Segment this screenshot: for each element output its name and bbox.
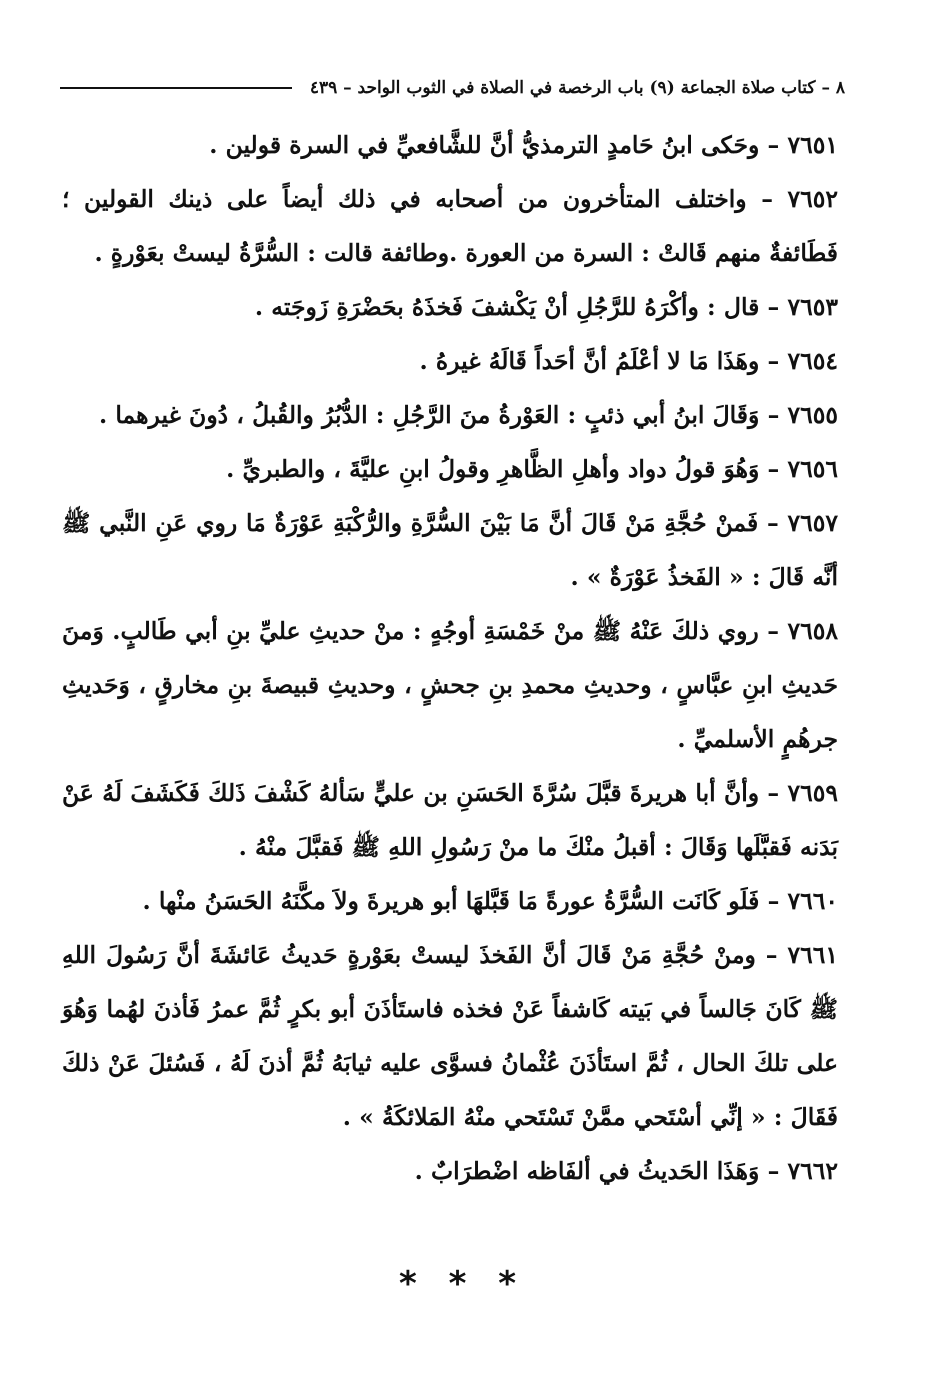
paragraph-7660: ٧٦٦٠ – فَلَو كَانَت السُّرَّةُ عورةً مَا قَبَّلهَا أبو هريرةَ ولاَ مكَّنَهُ الحَسَنُ منْها . [142,887,838,915]
paragraph-7651: ٧٦٥١ – وحَكى ابنُ حَامدٍ الترمذيُّ أنَّ للشَّافعيِّ في السرة قولين . [209,131,838,159]
paragraph-7654: ٧٦٥٤ – وهَذَا مَا لا أعْلَمُ أنَّ أحَداً قَالَهُ غيرهُ . [419,347,838,375]
paragraph-7661: ٧٦٦١ – ومنْ حُجَّةِ مَنْ قَالَ أنَّ الفَخذَ ليستْ بعَوْرةٍ حَديثُ عَائشَةَ أنَّ رَسُولَ اللهِ ﷺ كَانَ جَالساً في بَيته كَاشفاً عَنْ فخذه فاستَأذَنَ أبو بكرٍ ثُمَّ عمرُ فَأذنَ لهُما وَهُوَ على تلكَ الحال ، ثُمَّ استَأذَنَ عُثْمانُ فسوَّى عليه ثيابَهُ ثُمَّ أذنَ لَهُ ، فَسُئلَ عَنْ ذلكَ فَقَالَ : « إنِّي أسْتَحي ممَّنْ تَسْتَحي منْهُ المَلائكَةُ » . [62,941,838,1131]
section-separator: * * * [398,1264,526,1304]
paragraph-7657: ٧٦٥٧ – فَمنْ حُجَّةِ مَنْ قَالَ أنَّ مَا بَيْنَ السُّرَّةِ والرُّكْبَةِ عَوْرَةٌ مَا روي عَنِ النَّبي ﷺ أنَّه قَالَ : « الفَخذُ عَوْرَةٌ » . [62,509,838,591]
paragraph-7653: ٧٦٥٣ – قال : وأكْرَهُ للرَّجُلِ أنْ يَكْشفَ فَخذَهُ بحَضْرَةِ زَوجَته . [254,293,838,321]
running-header [60,70,845,106]
paragraph-7658: ٧٦٥٨ – روي ذلكَ عَنْهُ ﷺ منْ خَمْسَةِ أوجُهٍ : منْ حديثِ عليِّ بنِ أبي طَالبٍ. وَمنَ حَديثِ ابنِ عبَّاسٍ ، وحديثِ محمدِ بنِ جحشٍ ، وحديثِ قبيصةَ بنِ مخارقٍ ، وَحَديثِ جرهُمٍ الأسلميِّ . [62,617,838,753]
paragraph-7656: ٧٦٥٦ – وَهُوَ قولُ دواد وأهلِ الظَّاهرِ وقولُ ابنِ عليَّةَ ، والطبريِّ . [226,455,838,483]
header-title: ٨ – كتاب صلاة الجماعة (٩) باب الرخصة في الصلاة في الثوب الواحد – ٤٣٩ [309,78,845,98]
paragraph-7659: ٧٦٥٩ – وأنَّ أبا هريرةَ قبَّلَ سُرَّةَ الحَسَنِ بن عليٍّ سَألهُ كَشْفَ ذَلكَ فَكَشَفَ لَهُ عَنْ بَدَنه فَقبَّلَها وَقَالَ : أقبلُ منْكَ ما منْ رَسُولِ اللهِ ﷺ فَقبَّلَ منْهُ . [62,779,838,861]
paragraph-7662: ٧٦٦٢ – وَهَذَا الحَديثُ في ألفَاظه اضْطرَابٌ . [414,1157,838,1185]
header-rule [60,87,292,89]
paragraph-7652: ٧٦٥٢ – واختلف المتأخرون من أصحابه في ذلك أيضاً على ذينك القولين ؛ فَطَائفةٌ منهم قَالتْ : السرة من العورة .وطائفة قالت : السُّرَّةُ ليستْ بعَوْرةٍ . [62,185,838,267]
page-body [62,118,838,1198]
paragraph-7655: ٧٦٥٥ – وَقَالَ ابنُ أبي ذئبٍ : العَوْرةُ منَ الرَّجُلِ : الدُّبُرُ والقُبلُ ، دُونَ غيرهما . [99,401,838,429]
